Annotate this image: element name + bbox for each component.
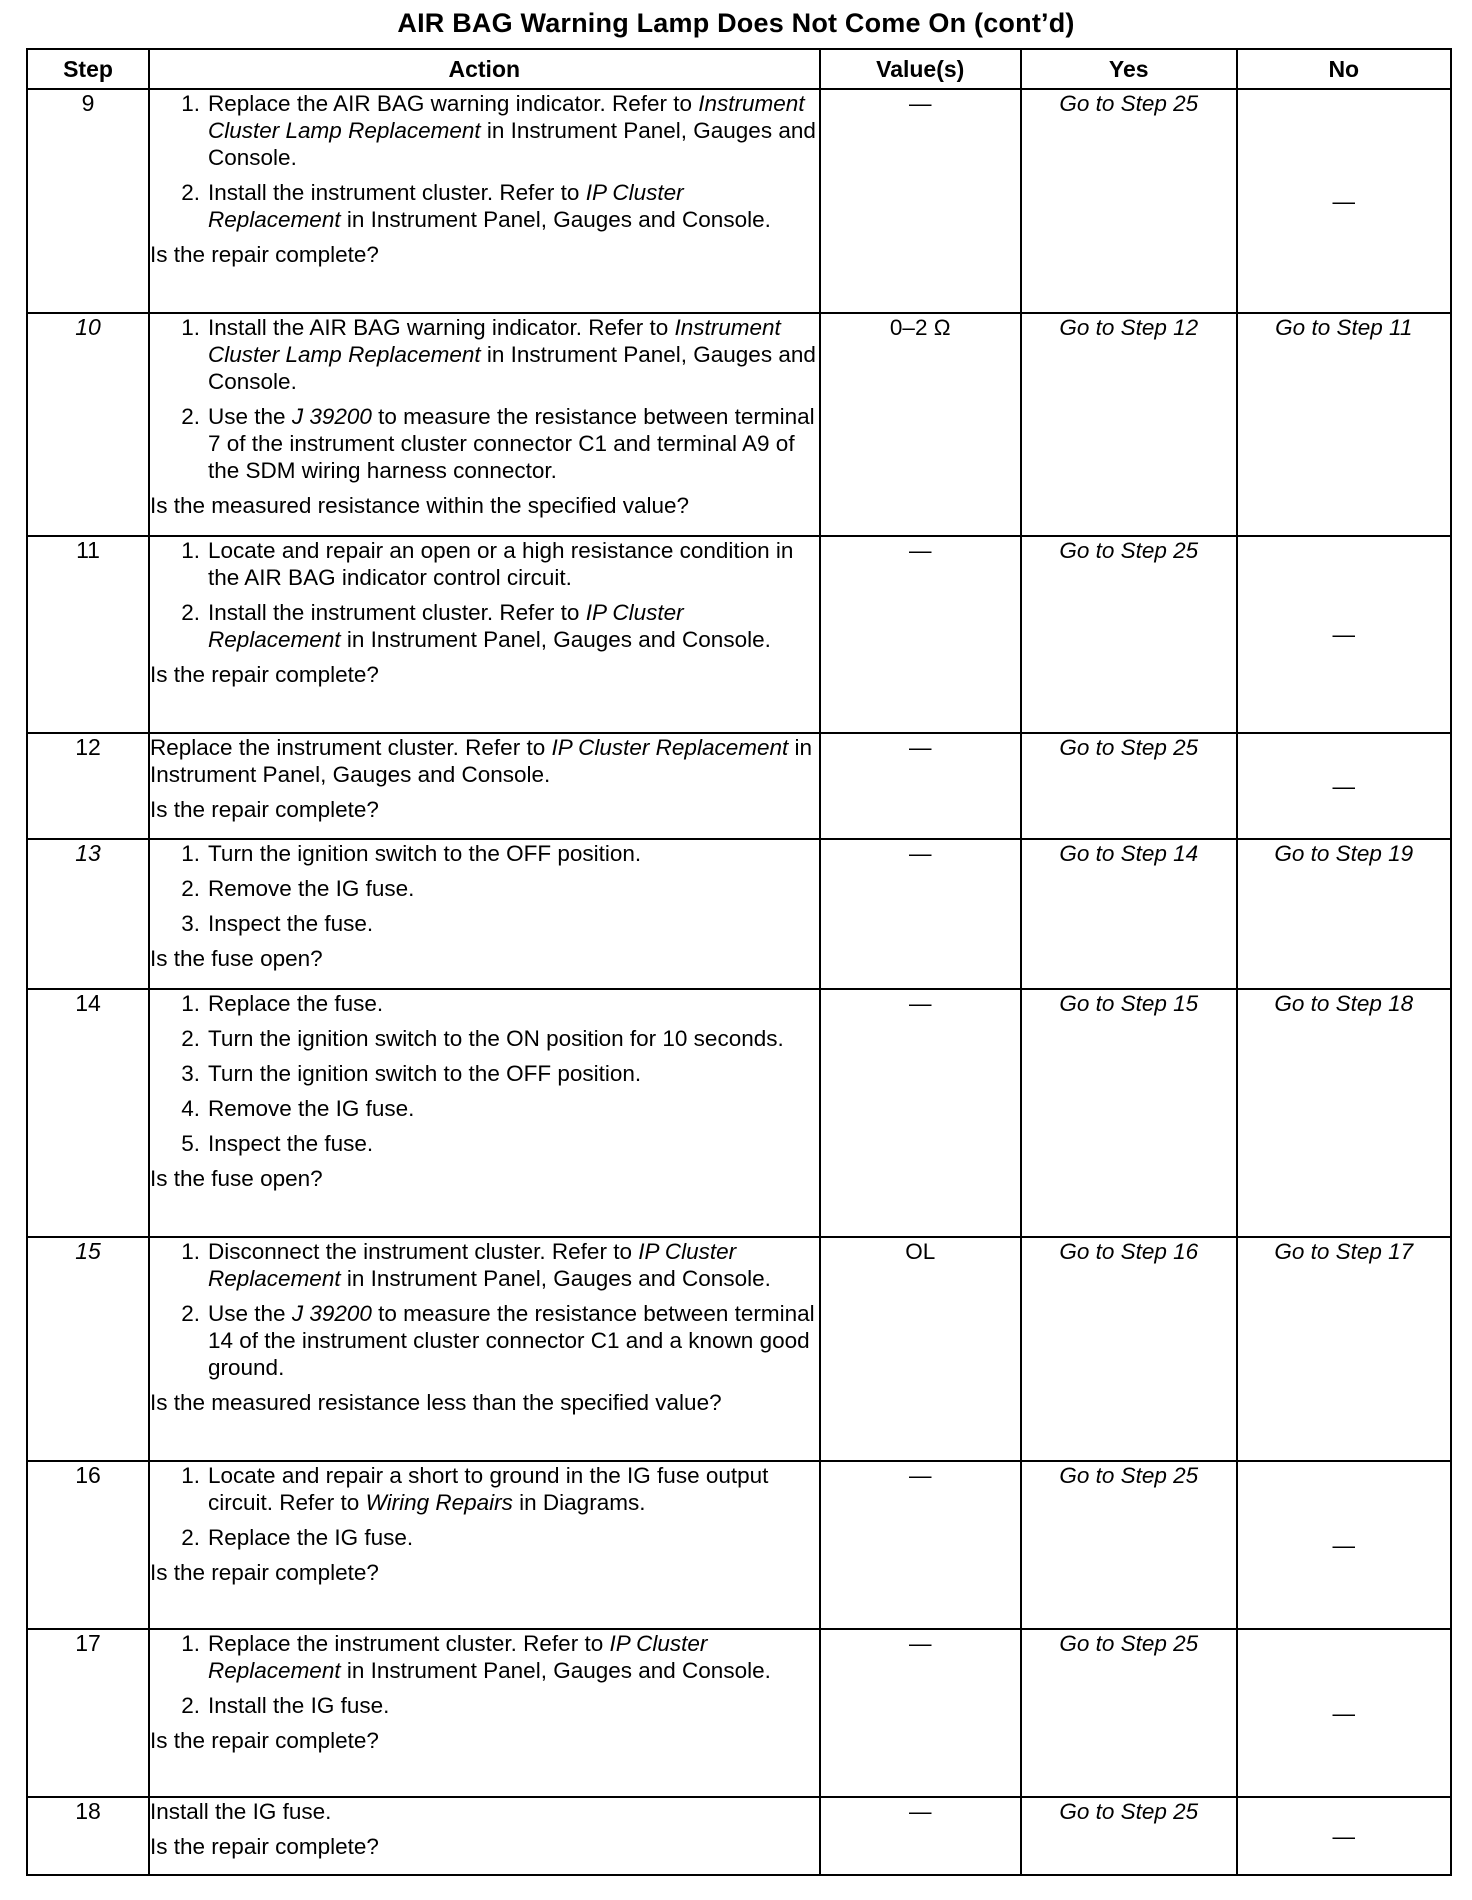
action-text: Turn the ignition switch to the ON position for 10 seconds. <box>208 1026 784 1051</box>
value-cell: 0–2 Ω <box>820 313 1021 536</box>
action-text: Turn the ignition switch to the OFF position. <box>208 1061 642 1086</box>
action-question: Is the fuse open? <box>150 946 323 971</box>
action-text: Use the <box>208 1301 292 1326</box>
item-number: 3. <box>181 1061 201 1086</box>
action-cell <box>149 989 820 1237</box>
item-number: 4. <box>181 1096 201 1121</box>
action-question: Is the measured resistance less than the specified value? <box>150 1390 722 1415</box>
header-yes: Yes <box>1021 49 1237 89</box>
item-number: 2. <box>181 600 201 625</box>
action-text: in Instrument Panel, Gauges and Console. <box>340 207 771 232</box>
table-row <box>27 1461 1451 1629</box>
yes-cell: Go to Step 25 <box>1021 733 1237 839</box>
reference-title: Instrument Cluster Lamp Replacement <box>208 315 781 367</box>
step-number: 17 <box>27 1629 149 1797</box>
action-text: in Instrument Panel, Gauges and Console. <box>208 118 816 170</box>
action-text: Locate and repair a short to ground in the IG fuse output circuit. Refer to <box>208 1463 769 1515</box>
item-number: 1. <box>181 1239 201 1264</box>
action-question: Is the measured resistance within the specified value? <box>150 493 690 518</box>
yes-cell: Go to Step 25 <box>1021 89 1237 313</box>
table-row <box>27 733 1451 839</box>
value-cell: — <box>820 1461 1021 1629</box>
action-text: Locate and repair an open or a high resistance condition in the AIR BAG indicator control circuit. <box>208 538 794 590</box>
action-plain-text <box>150 1798 819 1825</box>
action-cell <box>149 1461 820 1629</box>
value-cell: — <box>820 536 1021 733</box>
no-cell: — <box>1237 536 1451 733</box>
item-text <box>208 403 819 484</box>
item-number: 2. <box>181 404 201 429</box>
item-number: 1. <box>181 91 201 116</box>
item-text <box>208 1025 819 1052</box>
action-text: Install the IG fuse. <box>150 1799 332 1824</box>
action-text: in Instrument Panel, Gauges and Console. <box>340 1658 771 1683</box>
action-question: Is the repair complete? <box>150 1560 379 1585</box>
item-text <box>208 1462 819 1516</box>
action-text: Disconnect the instrument cluster. Refer to <box>208 1239 639 1264</box>
value-cell: — <box>820 989 1021 1237</box>
yes-cell: Go to Step 15 <box>1021 989 1237 1237</box>
action-question: Is the repair complete? <box>150 1834 379 1859</box>
no-cell: — <box>1237 1629 1451 1797</box>
no-cell: — <box>1237 89 1451 313</box>
item-number: 2. <box>181 1525 201 1550</box>
action-text: Install the instrument cluster. Refer to <box>208 600 586 625</box>
action-list-item <box>150 1300 819 1381</box>
table-row <box>27 1237 1451 1461</box>
table-row <box>27 89 1451 313</box>
reference-title: IP Cluster Replacement <box>208 1631 708 1683</box>
action-text: Remove the IG fuse. <box>208 1096 415 1121</box>
item-text <box>208 840 819 867</box>
item-text <box>208 990 819 1017</box>
action-text: in Instrument Panel, Gauges and Console. <box>150 735 813 787</box>
action-text: Replace the fuse. <box>208 991 384 1016</box>
step-number: 12 <box>27 733 149 839</box>
header-no: No <box>1237 49 1451 89</box>
table-row <box>27 1797 1451 1875</box>
item-text <box>208 90 819 171</box>
reference-title: Instrument Cluster Lamp Replacement <box>208 91 805 143</box>
yes-cell: Go to Step 16 <box>1021 1237 1237 1461</box>
action-text: Use the <box>208 404 292 429</box>
action-plain-text <box>150 734 819 788</box>
diagnostic-table <box>26 48 1452 1876</box>
action-list-item <box>150 403 819 484</box>
item-text <box>208 1238 819 1292</box>
item-text <box>208 1300 819 1381</box>
action-text: Install the AIR BAG warning indicator. Refer to <box>208 315 675 340</box>
step-number: 11 <box>27 536 149 733</box>
table-row <box>27 313 1451 536</box>
action-text: Replace the AIR BAG warning indicator. Refer to <box>208 91 699 116</box>
item-text <box>208 1095 819 1122</box>
action-cell <box>149 733 820 839</box>
action-question: Is the repair complete? <box>150 242 379 267</box>
value-cell: OL <box>820 1237 1021 1461</box>
header-step: Step <box>27 49 149 89</box>
item-number: 2. <box>181 180 201 205</box>
reference-title: J 39200 <box>291 1301 372 1326</box>
action-list-item <box>150 1524 819 1551</box>
item-number: 2. <box>181 876 201 901</box>
action-question: Is the repair complete? <box>150 662 379 687</box>
reference-title: Wiring Repairs <box>365 1490 513 1515</box>
no-cell: — <box>1237 1461 1451 1629</box>
action-text: Replace the instrument cluster. Refer to <box>150 735 552 760</box>
value-cell: — <box>820 89 1021 313</box>
action-list-item <box>150 1238 819 1292</box>
action-text: Turn the ignition switch to the OFF position. <box>208 841 642 866</box>
header-action: Action <box>149 49 820 89</box>
action-list-item <box>150 179 819 233</box>
table-row <box>27 989 1451 1237</box>
action-list-item <box>150 840 819 867</box>
item-number: 1. <box>181 538 201 563</box>
item-number: 1. <box>181 1463 201 1488</box>
action-cell <box>149 1797 820 1875</box>
action-cell <box>149 1629 820 1797</box>
action-text: in Instrument Panel, Gauges and Console. <box>208 342 816 394</box>
table-header-row <box>27 49 1451 89</box>
action-text: to measure the resistance between terminal 7 of the instrument cluster connector C1 and terminal A9 of the SDM wiring harness connector. <box>208 404 815 483</box>
item-number: 2. <box>181 1301 201 1326</box>
step-number: 16 <box>27 1461 149 1629</box>
action-list-item <box>150 599 819 653</box>
step-number: 9 <box>27 89 149 313</box>
action-list-item <box>150 1462 819 1516</box>
item-number: 1. <box>181 841 201 866</box>
header-values: Value(s) <box>820 49 1021 89</box>
item-text <box>208 875 819 902</box>
item-text <box>208 1524 819 1551</box>
action-text: Install the IG fuse. <box>208 1693 390 1718</box>
item-text <box>208 537 819 591</box>
action-list-item <box>150 1060 819 1087</box>
yes-cell: Go to Step 25 <box>1021 1629 1237 1797</box>
reference-title: IP Cluster Replacement <box>208 1239 737 1291</box>
no-cell: Go to Step 18 <box>1237 989 1451 1237</box>
action-text: in Instrument Panel, Gauges and Console. <box>340 1266 771 1291</box>
action-cell <box>149 1237 820 1461</box>
table-body <box>27 89 1451 1875</box>
item-text <box>208 1692 819 1719</box>
item-number: 3. <box>181 911 201 936</box>
no-cell: Go to Step 19 <box>1237 839 1451 989</box>
reference-title: IP Cluster Replacement <box>208 180 684 232</box>
item-text <box>208 1630 819 1684</box>
table-row <box>27 536 1451 733</box>
action-text: Remove the IG fuse. <box>208 876 415 901</box>
action-text: Inspect the fuse. <box>208 911 374 936</box>
yes-cell: Go to Step 25 <box>1021 536 1237 733</box>
step-number: 14 <box>27 989 149 1237</box>
item-text <box>208 910 819 937</box>
item-number: 1. <box>181 315 201 340</box>
item-text <box>208 314 819 395</box>
no-cell: — <box>1237 1797 1451 1875</box>
action-list-item <box>150 1692 819 1719</box>
item-number: 1. <box>181 1631 201 1656</box>
reference-title: IP Cluster Replacement <box>208 600 684 652</box>
step-number: 13 <box>27 839 149 989</box>
action-cell <box>149 313 820 536</box>
no-cell: Go to Step 17 <box>1237 1237 1451 1461</box>
action-cell <box>149 839 820 989</box>
action-text: Inspect the fuse. <box>208 1131 374 1156</box>
value-cell: — <box>820 1797 1021 1875</box>
item-text <box>208 1130 819 1157</box>
yes-cell: Go to Step 25 <box>1021 1461 1237 1629</box>
action-text: Install the instrument cluster. Refer to <box>208 180 586 205</box>
action-list-item <box>150 90 819 171</box>
action-text: to measure the resistance between terminal 14 of the instrument cluster connector C1 and a known good ground. <box>208 1301 815 1380</box>
no-cell: — <box>1237 733 1451 839</box>
value-cell: — <box>820 839 1021 989</box>
item-number: 2. <box>181 1026 201 1051</box>
page-title: AIR BAG Warning Lamp Does Not Come On (cont’d) <box>397 8 1075 38</box>
reference-title: J 39200 <box>291 404 372 429</box>
item-number: 5. <box>181 1131 201 1156</box>
yes-cell: Go to Step 14 <box>1021 839 1237 989</box>
action-list-item <box>150 1025 819 1052</box>
action-cell <box>149 536 820 733</box>
action-list-item <box>150 990 819 1017</box>
action-list-item <box>150 910 819 937</box>
action-list-item <box>150 1095 819 1122</box>
value-cell: — <box>820 1629 1021 1797</box>
reference-title: IP Cluster Replacement <box>551 735 789 760</box>
action-cell <box>149 89 820 313</box>
action-list-item <box>150 1630 819 1684</box>
action-text: Replace the IG fuse. <box>208 1525 414 1550</box>
item-number: 2. <box>181 1693 201 1718</box>
item-text <box>208 179 819 233</box>
table-row <box>27 839 1451 989</box>
action-list-item <box>150 1130 819 1157</box>
action-question: Is the repair complete? <box>150 1728 379 1753</box>
action-text: Replace the instrument cluster. Refer to <box>208 1631 610 1656</box>
yes-cell: Go to Step 25 <box>1021 1797 1237 1875</box>
value-cell: — <box>820 733 1021 839</box>
item-text <box>208 599 819 653</box>
item-text <box>208 1060 819 1087</box>
action-question: Is the fuse open? <box>150 1166 323 1191</box>
action-list-item <box>150 314 819 395</box>
table-row <box>27 1629 1451 1797</box>
action-text: in Diagrams. <box>512 1490 646 1515</box>
action-question: Is the repair complete? <box>150 797 379 822</box>
step-number: 10 <box>27 313 149 536</box>
action-list-item <box>150 875 819 902</box>
no-cell: Go to Step 11 <box>1237 313 1451 536</box>
action-text: in Instrument Panel, Gauges and Console. <box>340 627 771 652</box>
step-number: 18 <box>27 1797 149 1875</box>
step-number: 15 <box>27 1237 149 1461</box>
yes-cell: Go to Step 12 <box>1021 313 1237 536</box>
item-number: 1. <box>181 991 201 1016</box>
action-list-item <box>150 537 819 591</box>
